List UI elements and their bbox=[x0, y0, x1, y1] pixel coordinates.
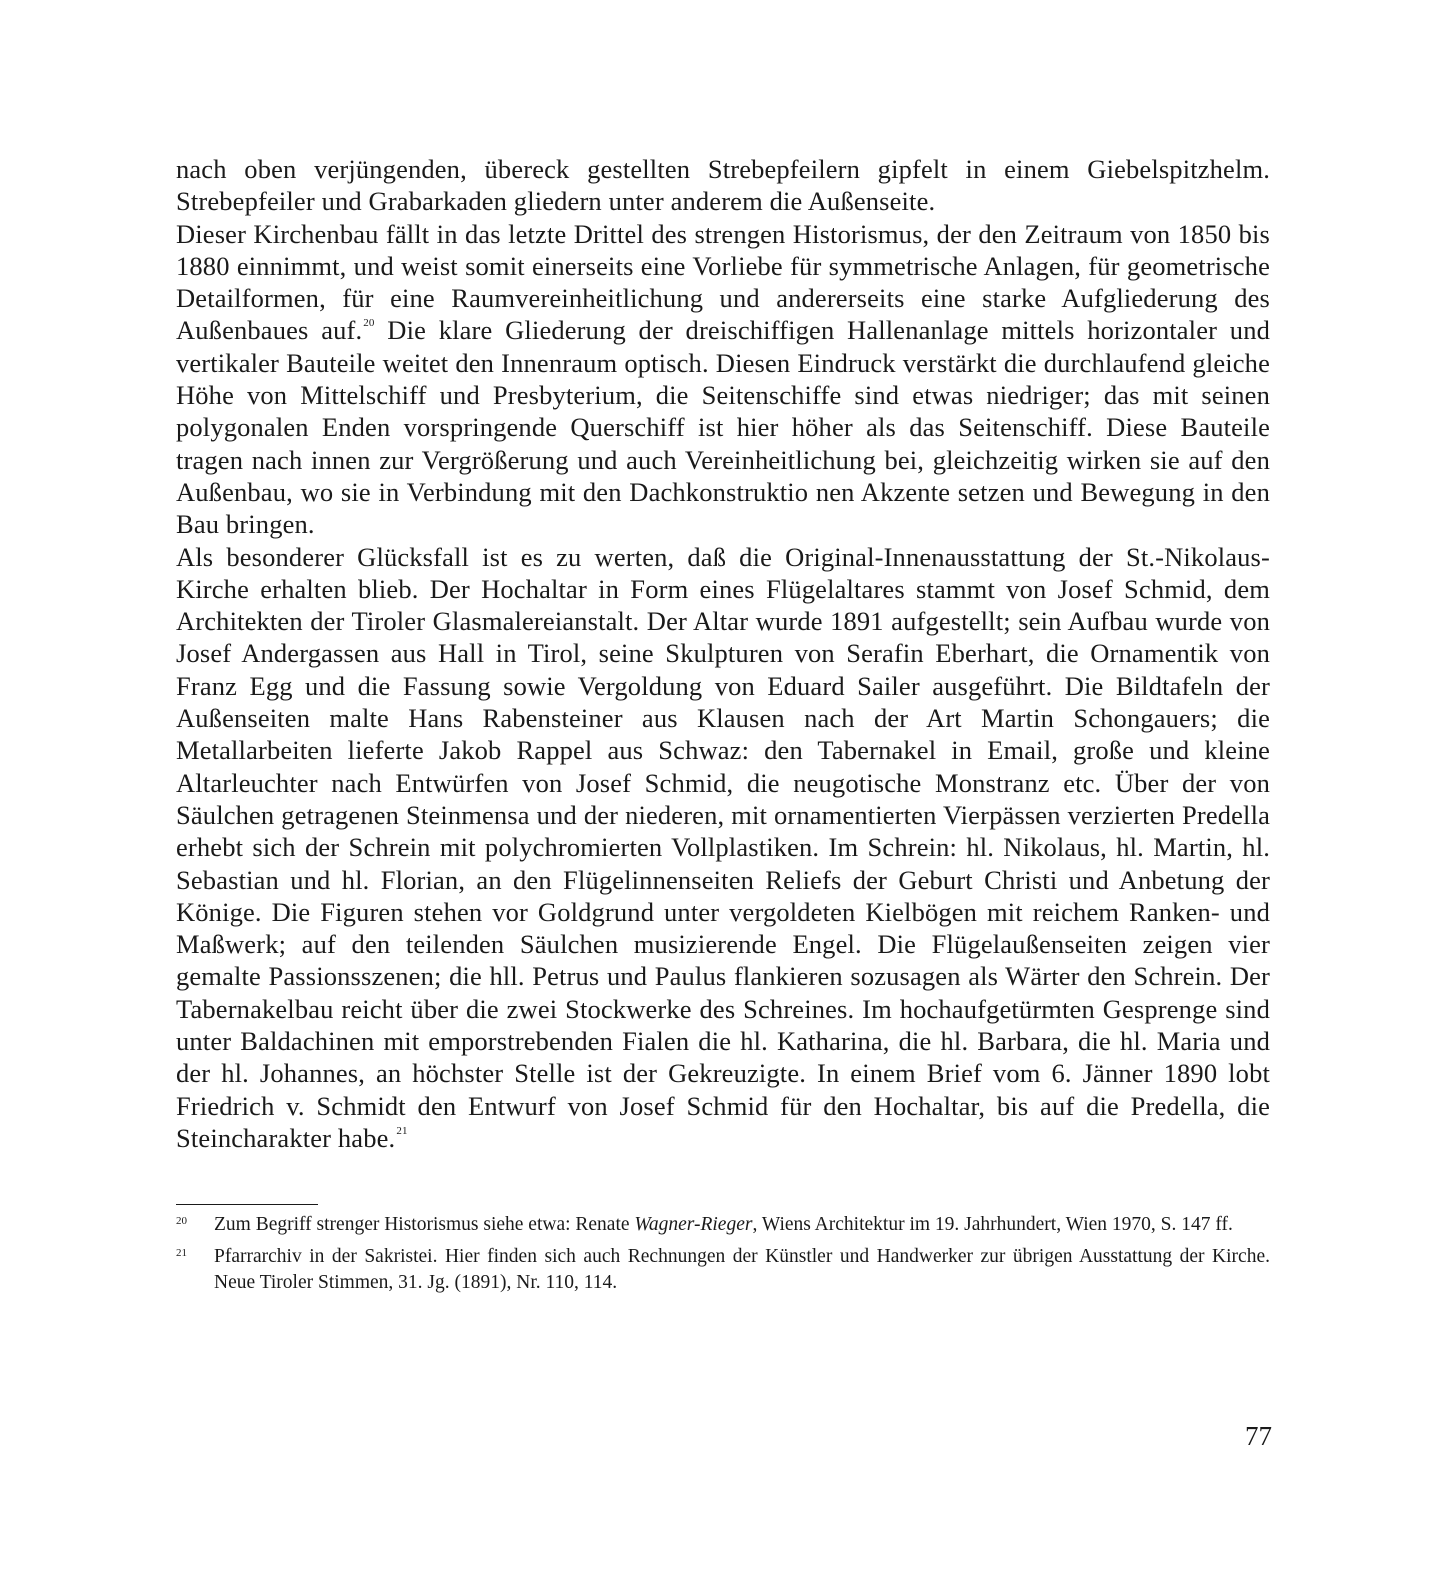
footnote-ref-21[interactable]: 21 bbox=[396, 1124, 408, 1137]
footnote-ref-20[interactable]: 20 bbox=[363, 317, 375, 330]
footnote-text-a: Zum Begriff strenger Historismus siehe etwa: Renate bbox=[214, 1214, 635, 1235]
footnotes bbox=[176, 1212, 1270, 1302]
paragraph-3 bbox=[176, 541, 1270, 1155]
paragraph-2 bbox=[176, 218, 1270, 541]
footnote-text-b: , Wiens Architektur im 19. Jahrhundert, Wien 1970, S. 147 ff. bbox=[752, 1214, 1233, 1235]
footnote-text: Pfarrarchiv in der Sakristei. Hier finden sich auch Rechnungen der Künstler und Handwerker zur übrigen Ausstattung der Kirche. Neue Tiroler Stimmen, 31. Jg. (1891), Nr. 110, 114. bbox=[214, 1245, 1270, 1293]
footnote-21 bbox=[176, 1244, 1270, 1297]
footnote-number: 21 bbox=[176, 1246, 187, 1259]
footnote-author: Wagner-Rieger bbox=[634, 1214, 753, 1235]
main-text bbox=[176, 153, 1270, 1154]
footnote-divider bbox=[176, 1204, 318, 1205]
paragraph-1 bbox=[176, 153, 1270, 218]
paragraph-2-text-b: Die klare Gliederung der dreischiffigen Hallenanlage mittels horizontaler und vertikaler Bauteile weitet den Innenraum optisch. Diesen Eindruck verstärkt die durchlaufend gleiche Höhe von Mittelschiff und Presbyterium, die Seitenschiffe sind etwas niedriger; das mit seinen polygonalen Enden vorspringende Querschiff ist hier höher als das Seitenschiff. Diese Bauteile tragen nach innen zur Vergrößerung und auch Vereinheitlichung bei, gleichzeitig wirken sie auf den Außenbau, wo sie in Verbindung mit den Dachkonstruktio nen Akzente setzen und Bewegung in den Bau bringen. bbox=[176, 315, 1270, 540]
paragraph-1-text: nach oben verjüngenden, übereck gestellten Strebepfeilern gipfelt in einem Giebelspitzhelm. Strebepfeiler und Grabarkaden gliedern unter anderem die Außenseite. bbox=[176, 154, 1270, 217]
paragraph-3-text: Als besonderer Glücksfall ist es zu werten, daß die Original-Innenausstattung der St.-Nikolaus-Kirche erhalten blieb. Der Hochaltar in Form eines Flügelaltares stammt von Josef Schmid, dem Architekten der Tiroler Glasmalereianstalt. Der Altar wurde 1891 aufgestellt; sein Aufbau wurde von Josef Andergassen aus Hall in Tirol, seine Skulpturen von Serafin Eberhart, die Ornamentik von Franz Egg und die Fassung sowie Vergoldung von Eduard Sailer ausgeführt. Die Bildtafeln der Außenseiten malte Hans Rabensteiner aus Klausen nach der Art Martin Schongauers; die Metallarbeiten lieferte Jakob Rappel aus Schwaz: den Tabernakel in Email, große und kleine Altarleuchter nach Entwürfen von Josef Schmid, die neugotische Monstranz etc. Über der von Säulchen getragenen Steinmensa und der niederen, mit ornamentierten Vierpässen verzierten Predella erhebt sich der Schrein mit polychromierten Vollplastiken. Im Schrein: hl. Nikolaus, hl. Martin, hl. Sebastian und hl. Florian, an den Flügelinnenseiten Reliefs der Geburt Christi und Anbetung der Könige. Die Figuren stehen vor Goldgrund unter vergoldeten Kielbögen mit reichem Ranken- und Maßwerk; auf den teilenden Säulchen musizierende Engel. Die Flügelaußenseiten zeigen vier gemalte Passionsszenen; die hll. Petrus und Paulus flankieren sozusagen als Wärter den Schrein. Der Tabernakelbau reicht über die zwei Stockwerke des Schreines. Im hochaufgetürmten Gesprenge sind unter Baldachinen mit emporstrebenden Fialen die hl. Katharina, die hl. Barbara, die hl. Maria und der hl. Johannes, an höchster Stelle ist der Gekreuzigte. In einem Brief vom 6. Jänner 1890 lobt Friedrich v. Schmidt den Entwurf von Josef Schmid für den Hochaltar, bis auf die Predella, die Steincharakter habe. bbox=[176, 541, 1270, 1153]
footnote-20 bbox=[176, 1212, 1270, 1239]
paragraph-2-text-a: Dieser Kirchenbau fällt in das letzte Drittel des strengen Historismus, der den Zeitraum von 1850 bis 1880 einnimmt, und weist somit einerseits eine Vorliebe für symmetrische Anlagen, für geometrische Detailformen, für eine Raumvereinheitlichung und andererseits eine starke Aufgliederung des Außenbaues auf. bbox=[176, 218, 1270, 346]
footnote-text bbox=[214, 1212, 1270, 1239]
footnote-number: 20 bbox=[176, 1215, 187, 1227]
page-number: 77 bbox=[1245, 1421, 1272, 1451]
